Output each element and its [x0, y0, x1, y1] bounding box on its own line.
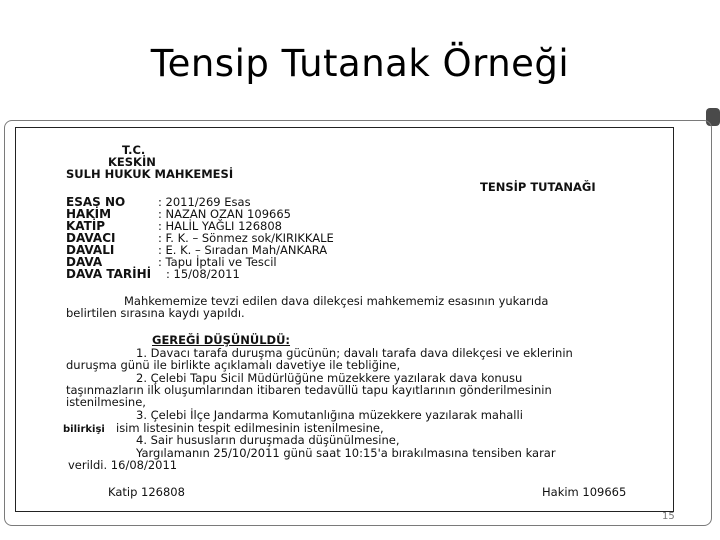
court-header-tc: T.C. — [122, 143, 146, 157]
field-value-esas-no: : 2011/269 Esas — [158, 195, 251, 209]
field-label-dava-tarihi: DAVA TARİHİ — [66, 267, 152, 281]
body-line-6: 3. Çelebi İlçe Jandarma Komutanlığına müzekkere yazılarak mahalli — [136, 408, 523, 422]
field-label-katip: KATİP — [66, 219, 106, 233]
body-line-1: 1. Davacı tarafa duruşma gücünün; davalı tarafa dava dilekçesi ve eklerinin — [136, 346, 573, 360]
slide-title: Tensip Tutanak Örneği — [150, 42, 570, 85]
body-line-8: 4. Sair hususların duruşmada düşünülmesine, — [136, 433, 400, 447]
field-value-dava: : Tapu İptali ve Tescil — [158, 255, 277, 269]
field-label-esas-no: ESAS NO — [66, 195, 126, 209]
body-line-9: Yargılamanın 25/10/2011 günü saat 10:15'a bırakılmasına tensiben karar — [136, 446, 556, 460]
body-line-10: verildi. 16/08/2011 — [68, 458, 178, 472]
page-number: 15 — [662, 511, 675, 522]
body-line-3: 2. Çelebi Tapu Sicil Müdürlüğüne müzekkere yazılarak dava konusu — [136, 371, 523, 385]
body-line-4: taşınmazların ilk oluşumlarından itibaren tedavüllü tapu kayıtlarının gönderilmesinin — [66, 383, 552, 397]
field-label-dava: DAVA — [66, 255, 103, 269]
field-value-davali: : E. K. – Sıradan Mah/ANKARA — [158, 243, 328, 257]
field-label-davali: DAVALI — [66, 243, 115, 257]
judge-signature: Hakim 109665 — [542, 485, 627, 499]
field-label-davaci: DAVACI — [66, 231, 116, 245]
intro-line-2: belirtilen sırasına kaydı yapıldı. — [66, 306, 245, 320]
intro-line-1: Mahkememize tevzi edilen dava dilekçesi mahkememiz esasının yukarıda — [124, 294, 549, 308]
decision-heading: GEREĞİ DÜŞÜNÜLDÜ: — [152, 333, 291, 347]
field-label-hakim: HAKİM — [66, 207, 112, 221]
court-header-court: SULH HUKUK MAHKEMESİ — [66, 167, 234, 181]
body-line-2: duruşma günü ile birlikte açıklamalı davetiye ile tebliğine, — [66, 358, 401, 372]
court-header-city: KESKİN — [108, 155, 156, 169]
margin-note-bilirkisi: bilirkişi — [63, 424, 105, 435]
clerk-signature: Katip 126808 — [108, 485, 185, 499]
document-image — [15, 127, 674, 512]
field-value-davaci: : F. K. – Sönmez sok/KIRIKKALE — [158, 231, 334, 245]
body-line-5: istenilmesine, — [66, 395, 146, 409]
field-value-dava-tarihi: : 15/08/2011 — [166, 267, 240, 281]
document-title: TENSİP TUTANAĞI — [480, 180, 596, 194]
field-value-hakim: : NAZAN OZAN 109665 — [158, 207, 291, 221]
field-value-katip: : HALİL YAĞLI 126808 — [158, 219, 282, 233]
body-line-7: isim listesinin tespit edilmesinin istenilmesine, — [116, 421, 384, 435]
